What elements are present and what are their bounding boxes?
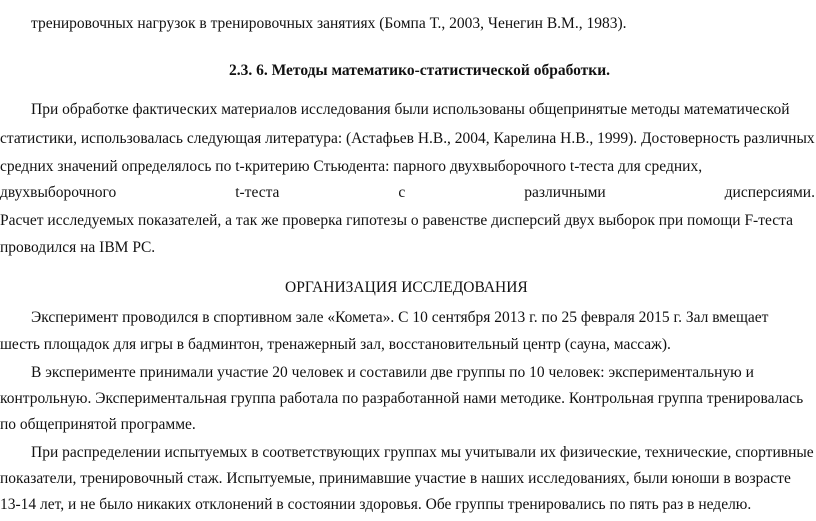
methods-line-5: Расчет исследуемых показателей, а так же проверка гипотезы о равенстве дисперсий двух выборок при помощи F-теста: [0, 212, 793, 229]
methods-line-4-word: t-теста: [235, 184, 280, 201]
distribution-line-2: показатели, тренировочный стаж. Испытуемые, принимавшие участие в наших исследованиях, были юноши в возрасте: [0, 470, 791, 487]
methods-line-4-word: различными: [524, 184, 606, 201]
methods-line-4-word: дисперсиями.: [724, 184, 815, 201]
organization-heading: ОРГАНИЗАЦИЯ ИССЛЕДОВАНИЯ: [285, 279, 528, 296]
distribution-line-3: 13-14 лет, и не было никаких отклонений в состоянии здоровья. Обе группы тренировались по пять раз в неделю.: [0, 496, 752, 513]
participants-line-2: контрольную. Экспериментальная группа работала по разработанной нами методике. Контрольная группа тренировалась: [0, 390, 804, 407]
methods-line-2: статистики, использовалась следующая литература: (Астафьев Н.В., 2004, Карелина Н.В., 1999). Достоверность различных: [0, 130, 815, 147]
participants-line-1: В эксперименте принимали участие 20 человек и составили две группы по 10 человек: экспериментальную и: [31, 364, 754, 381]
methods-line-4-word: с: [398, 184, 406, 201]
participants-line-3: по общепринятой программе.: [0, 416, 196, 433]
distribution-line-1: При распределении испытуемых в соответствующих группах мы учитывали их физические, технические, спортивные: [31, 444, 814, 461]
intro-tail-text: тренировочных нагрузок в тренировочных занятиях (Бомпа Т., 2003, Ченегин В.М., 1983).: [31, 15, 627, 32]
experiment-line-2: шесть площадок для игры в бадминтон, тренажерный зал, восстановительный центр (сауна, массаж).: [0, 336, 671, 353]
methods-line-4-word: двухвыборочного: [0, 184, 117, 201]
section-heading: 2.3. 6. Методы математико-статистической обработки.: [229, 62, 611, 79]
methods-line-6: проводился на IBM PC.: [0, 239, 156, 256]
methods-line-4: [0, 183, 815, 203]
experiment-line-1: Эксперимент проводился в спортивном зале «Комета». С 10 сентября 2013 г. по 25 февраля 2015 г. Зал вмещает: [31, 309, 769, 326]
methods-line-1: При обработке фактических материалов исследования были использованы общепринятые методы математической: [31, 101, 790, 118]
methods-line-3: средних значений определялось по t-критерию Стьюдента: парного двухвыборочного t-теста для средних,: [0, 158, 703, 175]
